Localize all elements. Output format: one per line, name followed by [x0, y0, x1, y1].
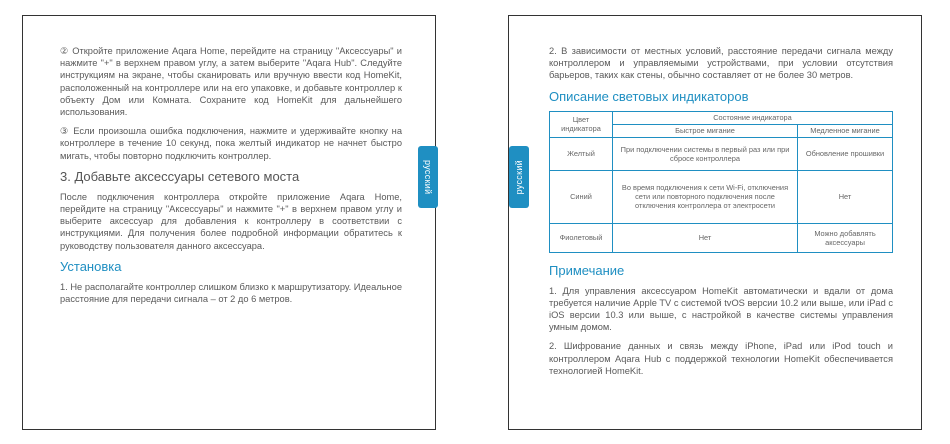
left-page	[22, 15, 436, 430]
led-color-cell: Синий	[550, 170, 613, 223]
left-page-content	[60, 45, 402, 312]
signal-distance-paragraph: 2. В зависимости от местных условий, расстояние передачи сигнала между контроллером и управляемыми устройствами, при условии отсутствия барьеров, таких как стены, обычно составляет от не более 30 метров.	[549, 46, 893, 81]
table-row	[550, 170, 893, 223]
led-color-cell: Желтый	[550, 137, 613, 170]
installation-paragraph: 1. Не располагайте контроллер слишком близко к маршрутизатору. Идеальное расстояние для передачи сигнала – от 2 до 6 метров.	[60, 281, 402, 305]
led-color-cell: Фиолетовый	[550, 223, 613, 252]
step-3-paragraph: ③ Если произошла ошибка подключения, нажмите и удерживайте кнопку на контроллере в течение 10 секунд, пока желтый индикатор не начнет быстро мигать, чтобы повторно подключить контроллер.	[60, 126, 402, 161]
led-table-header-fast: Быстрое мигание	[613, 124, 798, 137]
led-fast-cell: При подключении системы в первый раз или при сбросе контроллера	[613, 137, 798, 170]
right-page	[508, 15, 922, 430]
bridge-accessories-heading: 3. Добавьте аксессуары сетевого моста	[60, 168, 300, 184]
led-table	[549, 111, 893, 253]
led-slow-cell: Нет	[798, 170, 893, 223]
table-row	[550, 223, 893, 252]
led-description-heading: Описание световых индикаторов	[549, 88, 749, 104]
right-page-content	[549, 45, 893, 384]
led-table-header-slow: Медленное мигание	[798, 124, 893, 137]
note-2-paragraph: 2. Шифрование данных и связь между iPhone, iPad или iPod touch и контроллером Aqara Hub с поддержкой технологии HomeKit обеспечивается технологией HomeKit.	[549, 341, 893, 376]
led-fast-cell: Нет	[613, 223, 798, 252]
led-table-header-state: Состояние индикатора	[613, 111, 893, 124]
step-2-paragraph: ② Откройте приложение Aqara Home, перейдите на страницу "Аксессуары" и нажмите "+" в верхнем правом углу, а затем выберите "Aqara Hub". Следуйте инструкциям на экране, чтобы сканировать или вручную ввести код HomeKit, расположенный на контроллере или на его упаковке, и добавьте контроллер к объекту Дом или Комната. Сохраните код HomeKit для дальнейшего использования.	[60, 46, 402, 118]
table-row	[550, 137, 893, 170]
language-tab-label: русский	[514, 159, 524, 195]
note-1-paragraph: 1. Для управления аксессуаром HomeKit автоматически и вдали от дома требуется наличие Apple TV с системой tvOS версии 10.2 или выше, или iPad с iOS версии 10.3 или выше, с настройкой в качестве системы управления умным домом.	[549, 285, 893, 333]
note-heading: Примечание	[549, 262, 625, 278]
language-tab-left	[418, 146, 438, 208]
led-slow-cell: Можно добавлять аксессуары	[798, 223, 893, 252]
led-slow-cell: Обновление прошивки	[798, 137, 893, 170]
language-tab-right	[509, 146, 529, 208]
installation-heading: Установка	[60, 258, 122, 274]
bridge-accessories-paragraph: После подключения контроллера откройте приложение Aqara Home, перейдите на страницу "Аксессуары" и нажмите "+" в верхнем правом углу и выберите аксессуар для добавления к контроллеру в соответствии с инструкциями. Для получения более подробной информации обратитесь к руководству пользователя данного аксессуара.	[60, 191, 402, 251]
language-tab-label: русский	[423, 159, 433, 195]
led-table-header-color: Цвет индикатора	[550, 111, 613, 137]
led-fast-cell: Во время подключения к сети Wi-Fi, отключения сети или повторного подключения после отключения контроллера от электросети	[613, 170, 798, 223]
